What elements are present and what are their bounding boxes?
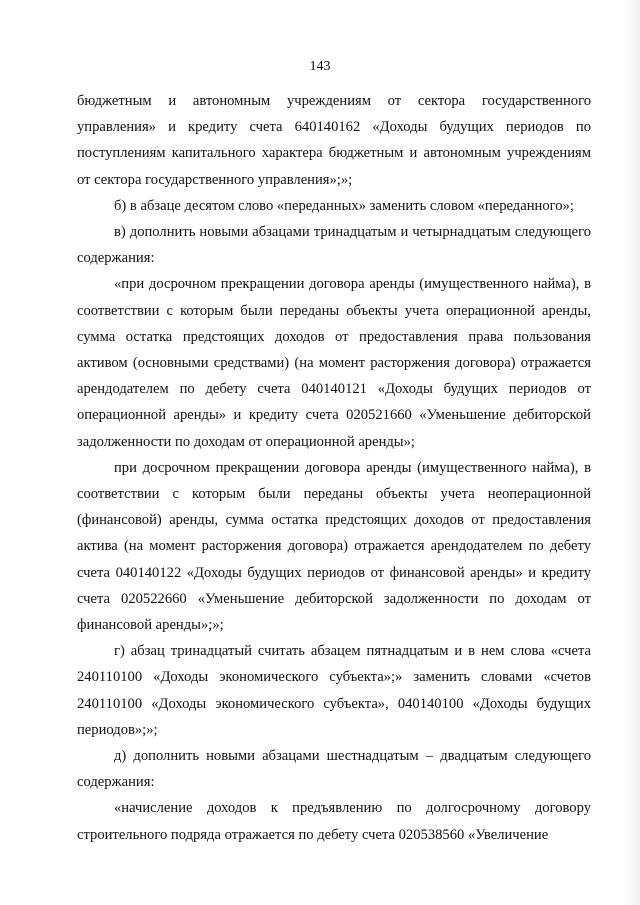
paragraph-item-v: в) дополнить новыми абзацами тринадцатым и четырнадцатым следующего содержания: xyxy=(77,224,591,267)
page-number: 143 xyxy=(309,59,331,74)
document-body xyxy=(77,88,591,848)
scan-edge-shadow xyxy=(624,0,640,905)
paragraph-continuation: бюджетным и автономным учреждениям от сектора государственного управления» и кредиту счета 640140162 «Доходы будущих периодов по поступлениям капитального характера бюджетным и автономным учреждениям от сектора государственного управления»;»; xyxy=(77,93,591,188)
paragraph-item-d: д) дополнить новыми абзацами шестнадцатым – двадцатым следующего содержания: xyxy=(77,748,591,791)
paragraph-operational-lease: «при досрочном прекращении договора аренды (имущественного найма), в соответствии с которым были переданы объекты учета операционной аренды, сумма остатка предстоящих доходов от предоставления права пользования активом (основными средствами) (на момент расторжения договора) отражается арендодателем по дебету счета 040140121 «Доходы будущих периодов от операционной аренды» и кредиту счета 020521660 «Уменьшение дебиторской задолженности по доходам от операционной аренды»; xyxy=(77,276,591,450)
paragraph-item-b: б) в абзаце десятом слово «переданных» заменить словом «переданного»; xyxy=(114,197,574,214)
paragraph-item-g: г) абзац тринадцатый считать абзацем пятнадцатым и в нем слова «счета 240110100 «Доходы экономического субъекта»;» заменить словами «счетов 240110100 «Доходы экономического субъекта», 040140100 «Доходы будущих периодов»;»; xyxy=(77,643,591,738)
paragraph-finance-lease: при досрочном прекращении договора аренды (имущественного найма), в соответствии с которым были переданы объекты учета неоперационной (финансовой) аренды, сумма остатка предстоящих доходов от предоставления актива (на момент расторжения договора) отражается арендодателем по дебету счета 040140122 «Доходы будущих периодов от финансовой аренды» и кредиту счета 020522660 «Уменьшение дебиторской задолженности по доходам от финансовой аренды»;»; xyxy=(77,459,591,634)
paragraph-construction-contract: «начисление доходов к предъявлению по долгосрочному договору строительного подряда отражается по дебету счета 020538560 «Увеличение xyxy=(77,800,591,843)
